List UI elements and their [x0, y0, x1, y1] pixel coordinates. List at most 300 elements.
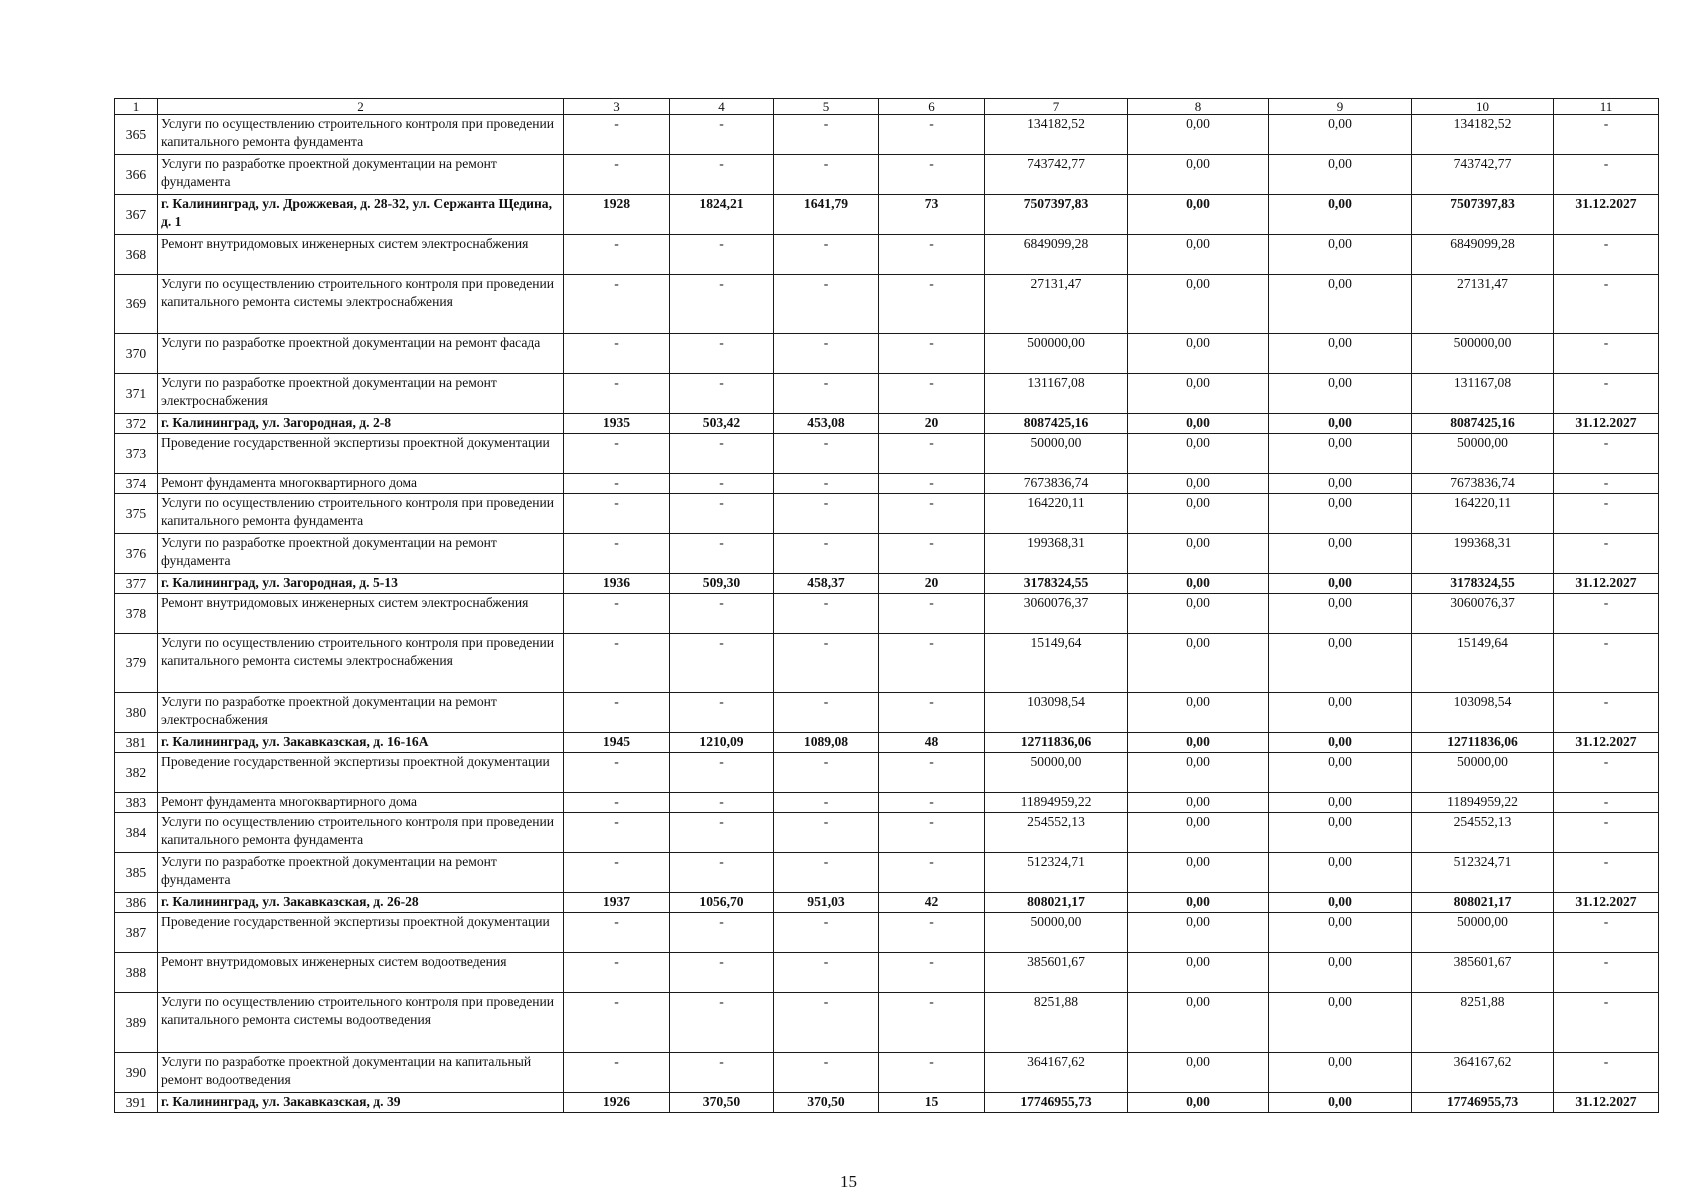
owner-funds: 131167,08	[1412, 374, 1554, 414]
commission-year: -	[564, 115, 670, 155]
budget-funds: 0,00	[1269, 334, 1412, 374]
owner-funds: 512324,71	[1412, 853, 1554, 893]
owner-funds: 134182,52	[1412, 115, 1554, 155]
budget-funds: 0,00	[1269, 494, 1412, 534]
residential-area: 1089,08	[774, 733, 879, 753]
column-number-row	[115, 99, 1659, 115]
commission-year: -	[564, 753, 670, 793]
work-item-row	[115, 853, 1659, 893]
owner-funds: 17746955,73	[1412, 1093, 1554, 1113]
work-item-row	[115, 115, 1659, 155]
fund-support: 0,00	[1128, 634, 1269, 693]
commission-year: -	[564, 634, 670, 693]
work-description: Проведение государственной экспертизы проектной документации	[158, 753, 564, 793]
total-cost: 8087425,16	[985, 414, 1128, 434]
budget-funds: 0,00	[1269, 155, 1412, 195]
budget-funds: 0,00	[1269, 753, 1412, 793]
fund-support: 0,00	[1128, 574, 1269, 594]
completion-date: 31.12.2027	[1554, 733, 1659, 753]
column-header: 10	[1412, 99, 1554, 115]
work-item-row	[115, 235, 1659, 275]
total-area: -	[670, 374, 774, 414]
completion-date: -	[1554, 1053, 1659, 1093]
total-area: -	[670, 793, 774, 813]
address-row	[115, 414, 1659, 434]
total-cost: 3060076,37	[985, 594, 1128, 634]
owner-funds: 15149,64	[1412, 634, 1554, 693]
total-cost: 3178324,55	[985, 574, 1128, 594]
total-cost: 50000,00	[985, 434, 1128, 474]
residents-count: -	[879, 374, 985, 414]
row-number: 371	[115, 374, 158, 414]
residents-count: 20	[879, 414, 985, 434]
budget-funds: 0,00	[1269, 115, 1412, 155]
address-row	[115, 195, 1659, 235]
residential-area: -	[774, 155, 879, 195]
budget-funds: 0,00	[1269, 594, 1412, 634]
total-cost: 134182,52	[985, 115, 1128, 155]
work-description: Услуги по разработке проектной документации на ремонт электроснабжения	[158, 374, 564, 414]
residential-area: -	[774, 115, 879, 155]
completion-date: 31.12.2027	[1554, 893, 1659, 913]
completion-date: -	[1554, 853, 1659, 893]
row-number: 388	[115, 953, 158, 993]
commission-year: -	[564, 993, 670, 1053]
fund-support: 0,00	[1128, 115, 1269, 155]
total-cost: 164220,11	[985, 494, 1128, 534]
budget-funds: 0,00	[1269, 534, 1412, 574]
owner-funds: 7507397,83	[1412, 195, 1554, 235]
residents-count: -	[879, 634, 985, 693]
residents-count: -	[879, 155, 985, 195]
budget-funds: 0,00	[1269, 1093, 1412, 1113]
column-header: 6	[879, 99, 985, 115]
owner-funds: 164220,11	[1412, 494, 1554, 534]
fund-support: 0,00	[1128, 235, 1269, 275]
residential-area: -	[774, 853, 879, 893]
total-cost: 500000,00	[985, 334, 1128, 374]
row-number: 379	[115, 634, 158, 693]
row-number: 368	[115, 235, 158, 275]
fund-support: 0,00	[1128, 594, 1269, 634]
total-area: -	[670, 474, 774, 494]
commission-year: -	[564, 813, 670, 853]
fund-support: 0,00	[1128, 953, 1269, 993]
commission-year: -	[564, 155, 670, 195]
total-cost: 131167,08	[985, 374, 1128, 414]
work-item-row	[115, 953, 1659, 993]
total-area: 1210,09	[670, 733, 774, 753]
total-area: 370,50	[670, 1093, 774, 1113]
work-description: Ремонт внутридомовых инженерных систем электроснабжения	[158, 594, 564, 634]
commission-year: -	[564, 275, 670, 334]
work-item-row	[115, 534, 1659, 574]
completion-date: -	[1554, 115, 1659, 155]
row-number: 365	[115, 115, 158, 155]
residential-area: -	[774, 434, 879, 474]
commission-year: -	[564, 474, 670, 494]
work-description: г. Калининград, ул. Закавказская, д. 26-28	[158, 893, 564, 913]
commission-year: -	[564, 594, 670, 634]
total-area: -	[670, 115, 774, 155]
budget-funds: 0,00	[1269, 813, 1412, 853]
residential-area: -	[774, 693, 879, 733]
work-item-row	[115, 594, 1659, 634]
total-area: -	[670, 753, 774, 793]
owner-funds: 11894959,22	[1412, 793, 1554, 813]
total-area: 1056,70	[670, 893, 774, 913]
completion-date: -	[1554, 434, 1659, 474]
work-item-row	[115, 813, 1659, 853]
budget-funds: 0,00	[1269, 275, 1412, 334]
commission-year: 1928	[564, 195, 670, 235]
column-header: 11	[1554, 99, 1659, 115]
work-description: Проведение государственной экспертизы проектной документации	[158, 434, 564, 474]
budget-funds: 0,00	[1269, 1053, 1412, 1093]
total-area: 509,30	[670, 574, 774, 594]
residents-count: -	[879, 793, 985, 813]
work-description: Проведение государственной экспертизы проектной документации	[158, 913, 564, 953]
commission-year: 1926	[564, 1093, 670, 1113]
commission-year: 1937	[564, 893, 670, 913]
column-header: 9	[1269, 99, 1412, 115]
owner-funds: 743742,77	[1412, 155, 1554, 195]
budget-funds: 0,00	[1269, 733, 1412, 753]
owner-funds: 364167,62	[1412, 1053, 1554, 1093]
work-description: Ремонт внутридомовых инженерных систем водоотведения	[158, 953, 564, 993]
residential-area: 951,03	[774, 893, 879, 913]
budget-funds: 0,00	[1269, 853, 1412, 893]
row-number: 370	[115, 334, 158, 374]
budget-funds: 0,00	[1269, 953, 1412, 993]
total-cost: 808021,17	[985, 893, 1128, 913]
completion-date: -	[1554, 594, 1659, 634]
budget-funds: 0,00	[1269, 993, 1412, 1053]
commission-year: -	[564, 1053, 670, 1093]
table-body	[115, 99, 1659, 1113]
residents-count: -	[879, 235, 985, 275]
column-header: 3	[564, 99, 670, 115]
budget-funds: 0,00	[1269, 793, 1412, 813]
work-item-row	[115, 753, 1659, 793]
commission-year: -	[564, 953, 670, 993]
residents-count: -	[879, 434, 985, 474]
total-cost: 11894959,22	[985, 793, 1128, 813]
owner-funds: 50000,00	[1412, 434, 1554, 474]
residential-area: 453,08	[774, 414, 879, 434]
residential-area: -	[774, 494, 879, 534]
residential-area: -	[774, 374, 879, 414]
row-number: 386	[115, 893, 158, 913]
document-page	[114, 98, 1658, 1113]
work-description: г. Калининград, ул. Дрожжевая, д. 28-32, ул. Сержанта Щедина, д. 1	[158, 195, 564, 235]
row-number: 390	[115, 1053, 158, 1093]
budget-funds: 0,00	[1269, 434, 1412, 474]
residential-area: -	[774, 474, 879, 494]
residents-count: 20	[879, 574, 985, 594]
budget-funds: 0,00	[1269, 235, 1412, 275]
residents-count: -	[879, 1053, 985, 1093]
work-description: г. Калининград, ул. Закавказская, д. 39	[158, 1093, 564, 1113]
completion-date: -	[1554, 494, 1659, 534]
completion-date: -	[1554, 334, 1659, 374]
row-number: 387	[115, 913, 158, 953]
fund-support: 0,00	[1128, 474, 1269, 494]
fund-support: 0,00	[1128, 494, 1269, 534]
total-area: -	[670, 813, 774, 853]
row-number: 369	[115, 275, 158, 334]
total-cost: 17746955,73	[985, 1093, 1128, 1113]
residents-count: -	[879, 753, 985, 793]
owner-funds: 103098,54	[1412, 693, 1554, 733]
work-description: Услуги по осуществлению строительного контроля при проведении капитального ремонта системы электроснабжения	[158, 634, 564, 693]
commission-year: 1945	[564, 733, 670, 753]
completion-date: -	[1554, 813, 1659, 853]
commission-year: -	[564, 434, 670, 474]
commission-year: -	[564, 334, 670, 374]
work-description: Ремонт внутридомовых инженерных систем электроснабжения	[158, 235, 564, 275]
work-item-row	[115, 634, 1659, 693]
total-area: -	[670, 913, 774, 953]
completion-date: 31.12.2027	[1554, 574, 1659, 594]
work-item-row	[115, 155, 1659, 195]
completion-date: 31.12.2027	[1554, 1093, 1659, 1113]
completion-date: -	[1554, 474, 1659, 494]
owner-funds: 12711836,06	[1412, 733, 1554, 753]
work-description: Услуги по осуществлению строительного контроля при проведении капитального ремонта системы водоотведения	[158, 993, 564, 1053]
total-cost: 27131,47	[985, 275, 1128, 334]
total-area: -	[670, 853, 774, 893]
owner-funds: 385601,67	[1412, 953, 1554, 993]
owner-funds: 199368,31	[1412, 534, 1554, 574]
budget-funds: 0,00	[1269, 574, 1412, 594]
row-number: 374	[115, 474, 158, 494]
commission-year: -	[564, 793, 670, 813]
completion-date: 31.12.2027	[1554, 195, 1659, 235]
residents-count: -	[879, 115, 985, 155]
fund-support: 0,00	[1128, 534, 1269, 574]
total-area: -	[670, 594, 774, 634]
residents-count: 48	[879, 733, 985, 753]
commission-year: -	[564, 913, 670, 953]
completion-date: -	[1554, 953, 1659, 993]
residential-area: -	[774, 953, 879, 993]
work-item-row	[115, 275, 1659, 334]
residential-area: -	[774, 753, 879, 793]
residents-count: 73	[879, 195, 985, 235]
completion-date: -	[1554, 753, 1659, 793]
completion-date: -	[1554, 793, 1659, 813]
budget-funds: 0,00	[1269, 195, 1412, 235]
fund-support: 0,00	[1128, 753, 1269, 793]
owner-funds: 50000,00	[1412, 753, 1554, 793]
total-area: -	[670, 534, 774, 574]
residential-area: 458,37	[774, 574, 879, 594]
residents-count: -	[879, 594, 985, 634]
row-number: 391	[115, 1093, 158, 1113]
residential-area: -	[774, 534, 879, 574]
owner-funds: 254552,13	[1412, 813, 1554, 853]
total-area: -	[670, 693, 774, 733]
total-area: -	[670, 494, 774, 534]
work-item-row	[115, 334, 1659, 374]
total-area: -	[670, 434, 774, 474]
page-number: 15	[840, 1172, 857, 1191]
work-description: Ремонт фундамента многоквартирного дома	[158, 474, 564, 494]
total-cost: 7673836,74	[985, 474, 1128, 494]
fund-support: 0,00	[1128, 1053, 1269, 1093]
work-item-row	[115, 494, 1659, 534]
total-area: -	[670, 275, 774, 334]
total-cost: 199368,31	[985, 534, 1128, 574]
budget-funds: 0,00	[1269, 634, 1412, 693]
budget-funds: 0,00	[1269, 414, 1412, 434]
row-number: 376	[115, 534, 158, 574]
column-header: 1	[115, 99, 158, 115]
work-description: Услуги по разработке проектной документации на ремонт фундамента	[158, 534, 564, 574]
work-item-row	[115, 913, 1659, 953]
completion-date: -	[1554, 693, 1659, 733]
total-cost: 12711836,06	[985, 733, 1128, 753]
residents-count: -	[879, 334, 985, 374]
residents-count: -	[879, 853, 985, 893]
fund-support: 0,00	[1128, 1093, 1269, 1113]
fund-support: 0,00	[1128, 793, 1269, 813]
fund-support: 0,00	[1128, 414, 1269, 434]
total-cost: 6849099,28	[985, 235, 1128, 275]
residential-area: -	[774, 813, 879, 853]
capital-repair-table	[114, 98, 1659, 1113]
row-number: 381	[115, 733, 158, 753]
work-description: Услуги по разработке проектной документации на ремонт электроснабжения	[158, 693, 564, 733]
completion-date: -	[1554, 634, 1659, 693]
residents-count: -	[879, 275, 985, 334]
work-item-row	[115, 793, 1659, 813]
total-cost: 512324,71	[985, 853, 1128, 893]
budget-funds: 0,00	[1269, 474, 1412, 494]
address-row	[115, 893, 1659, 913]
owner-funds: 27131,47	[1412, 275, 1554, 334]
residential-area: -	[774, 634, 879, 693]
owner-funds: 808021,17	[1412, 893, 1554, 913]
total-cost: 385601,67	[985, 953, 1128, 993]
work-description: Услуги по разработке проектной документации на капитальный ремонт водоотведения	[158, 1053, 564, 1093]
row-number: 377	[115, 574, 158, 594]
work-description: Услуги по осуществлению строительного контроля при проведении капитального ремонта фундамента	[158, 813, 564, 853]
residents-count: -	[879, 813, 985, 853]
work-item-row	[115, 434, 1659, 474]
residential-area: 370,50	[774, 1093, 879, 1113]
work-description: Услуги по разработке проектной документации на ремонт фундамента	[158, 155, 564, 195]
fund-support: 0,00	[1128, 155, 1269, 195]
work-item-row	[115, 374, 1659, 414]
total-cost: 15149,64	[985, 634, 1128, 693]
fund-support: 0,00	[1128, 853, 1269, 893]
column-header: 2	[158, 99, 564, 115]
completion-date: 31.12.2027	[1554, 414, 1659, 434]
work-description: Ремонт фундамента многоквартирного дома	[158, 793, 564, 813]
commission-year: -	[564, 494, 670, 534]
fund-support: 0,00	[1128, 275, 1269, 334]
residential-area: -	[774, 793, 879, 813]
row-number: 366	[115, 155, 158, 195]
budget-funds: 0,00	[1269, 913, 1412, 953]
row-number: 385	[115, 853, 158, 893]
residents-count: 42	[879, 893, 985, 913]
completion-date: -	[1554, 993, 1659, 1053]
total-area: -	[670, 993, 774, 1053]
column-header: 4	[670, 99, 774, 115]
owner-funds: 3060076,37	[1412, 594, 1554, 634]
residential-area: 1641,79	[774, 195, 879, 235]
residents-count: -	[879, 953, 985, 993]
residents-count: -	[879, 494, 985, 534]
row-number: 373	[115, 434, 158, 474]
fund-support: 0,00	[1128, 913, 1269, 953]
completion-date: -	[1554, 374, 1659, 414]
total-area: -	[670, 334, 774, 374]
residents-count: -	[879, 913, 985, 953]
row-number: 384	[115, 813, 158, 853]
budget-funds: 0,00	[1269, 374, 1412, 414]
owner-funds: 3178324,55	[1412, 574, 1554, 594]
work-description: Услуги по разработке проектной документации на ремонт фундамента	[158, 853, 564, 893]
column-header: 7	[985, 99, 1128, 115]
total-area: -	[670, 155, 774, 195]
total-area: -	[670, 235, 774, 275]
residents-count: -	[879, 993, 985, 1053]
fund-support: 0,00	[1128, 733, 1269, 753]
total-area: -	[670, 953, 774, 993]
residents-count: 15	[879, 1093, 985, 1113]
residential-area: -	[774, 275, 879, 334]
work-description: г. Калининград, ул. Загородная, д. 5-13	[158, 574, 564, 594]
completion-date: -	[1554, 534, 1659, 574]
work-description: Услуги по осуществлению строительного контроля при проведении капитального ремонта фундамента	[158, 115, 564, 155]
fund-support: 0,00	[1128, 195, 1269, 235]
commission-year: -	[564, 374, 670, 414]
work-item-row	[115, 993, 1659, 1053]
work-description: Услуги по осуществлению строительного контроля при проведении капитального ремонта системы электроснабжения	[158, 275, 564, 334]
total-cost: 8251,88	[985, 993, 1128, 1053]
fund-support: 0,00	[1128, 374, 1269, 414]
fund-support: 0,00	[1128, 334, 1269, 374]
address-row	[115, 733, 1659, 753]
column-header: 5	[774, 99, 879, 115]
commission-year: -	[564, 534, 670, 574]
work-description: г. Калининград, ул. Закавказская, д. 16-16А	[158, 733, 564, 753]
completion-date: -	[1554, 155, 1659, 195]
owner-funds: 6849099,28	[1412, 235, 1554, 275]
residents-count: -	[879, 534, 985, 574]
total-cost: 50000,00	[985, 913, 1128, 953]
fund-support: 0,00	[1128, 434, 1269, 474]
residents-count: -	[879, 474, 985, 494]
total-area: 1824,21	[670, 195, 774, 235]
owner-funds: 50000,00	[1412, 913, 1554, 953]
residential-area: -	[774, 235, 879, 275]
residential-area: -	[774, 334, 879, 374]
column-header: 8	[1128, 99, 1269, 115]
commission-year: 1935	[564, 414, 670, 434]
work-item-row	[115, 1053, 1659, 1093]
total-area: -	[670, 1053, 774, 1093]
total-cost: 254552,13	[985, 813, 1128, 853]
completion-date: -	[1554, 913, 1659, 953]
commission-year: -	[564, 693, 670, 733]
row-number: 383	[115, 793, 158, 813]
row-number: 380	[115, 693, 158, 733]
